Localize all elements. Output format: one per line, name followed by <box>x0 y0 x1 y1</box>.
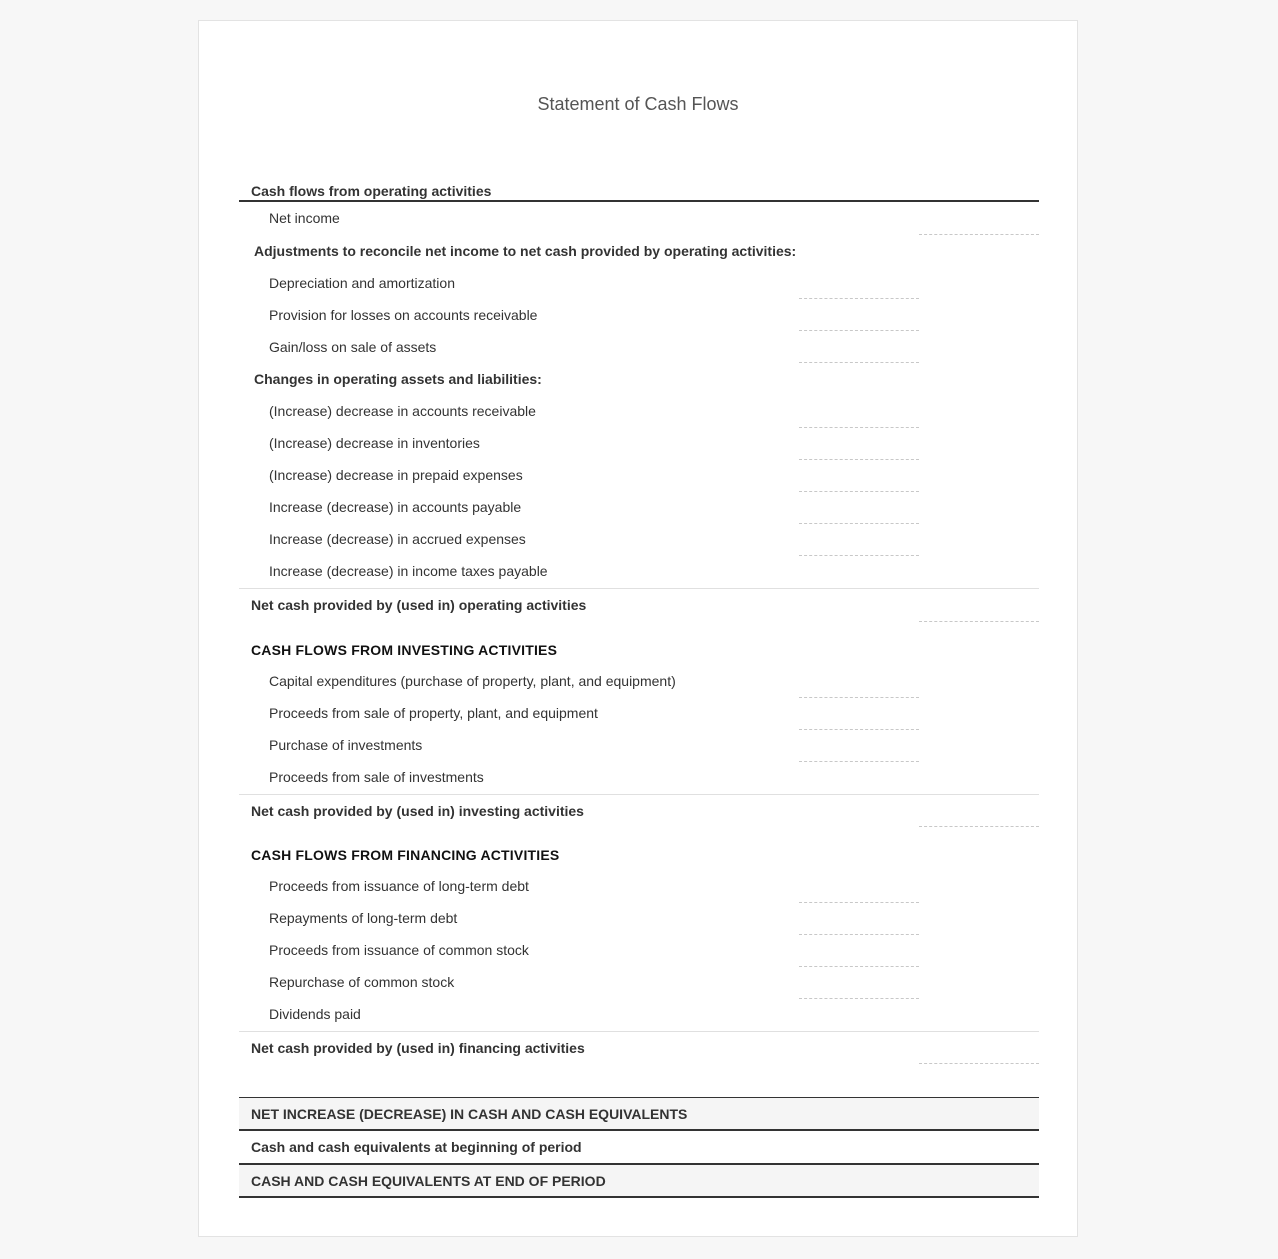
financing-item-label: Repayments of long-term debt <box>269 910 458 926</box>
adjustment-label: Gain/loss on sale of assets <box>269 339 437 355</box>
investing-total-label: Net cash provided by (used in) investing activities <box>251 803 584 819</box>
list-item <box>239 492 1039 524</box>
investing-item-label: Purchase of investments <box>269 737 423 753</box>
list-item <box>239 666 1039 698</box>
operating-total-row <box>239 588 1039 622</box>
list-item <box>239 460 1039 492</box>
beginning-cash-row <box>239 1131 1039 1165</box>
amount-field[interactable] <box>799 362 919 363</box>
change-label: Increase (decrease) in accounts payable <box>269 499 522 515</box>
financing-item-label: Dividends paid <box>269 1006 361 1022</box>
list-item <box>239 332 1039 364</box>
list-item <box>239 730 1039 762</box>
list-item <box>239 999 1039 1031</box>
adjustments-header: Adjustments to reconcile net income to net cash provided by operating activities: <box>254 243 797 259</box>
list-item <box>239 698 1039 730</box>
net-income-label: Net income <box>269 210 340 226</box>
list-item <box>239 556 1039 588</box>
net-income-row <box>239 203 1039 235</box>
beginning-cash-label: Cash and cash equivalents at beginning of period <box>251 1139 582 1155</box>
financing-total-amount-field[interactable] <box>919 1063 1039 1064</box>
list-item <box>239 762 1039 794</box>
net-income-amount-field[interactable] <box>919 234 1039 235</box>
change-label: Increase (decrease) in income taxes payable <box>269 563 548 579</box>
investing-header: CASH FLOWS FROM INVESTING ACTIVITIES <box>251 642 558 658</box>
financing-item-label: Repurchase of common stock <box>269 974 455 990</box>
amount-field[interactable] <box>799 330 919 331</box>
investing-total-amount-field[interactable] <box>919 826 1039 827</box>
change-label: (Increase) decrease in prepaid expenses <box>269 467 523 483</box>
financing-total-label: Net cash provided by (used in) financing activities <box>251 1040 585 1056</box>
operating-total-amount-field[interactable] <box>919 621 1039 622</box>
list-item <box>239 396 1039 428</box>
changes-header: Changes in operating assets and liabilities: <box>254 371 542 387</box>
investing-total-row <box>239 794 1039 828</box>
ending-cash-row <box>239 1164 1039 1198</box>
list-item <box>239 935 1039 967</box>
investing-item-label: Proceeds from sale of property, plant, and equipment <box>269 705 598 721</box>
list-item <box>239 967 1039 999</box>
list-item <box>239 903 1039 935</box>
change-label: Increase (decrease) in accrued expenses <box>269 531 526 547</box>
list-item <box>239 871 1039 903</box>
financing-item-label: Proceeds from issuance of long-term debt <box>269 878 529 894</box>
page-title: Statement of Cash Flows <box>537 94 739 114</box>
adjustment-label: Depreciation and amortization <box>269 275 455 291</box>
financing-header: CASH FLOWS FROM FINANCING ACTIVITIES <box>251 847 560 863</box>
adjustment-label: Provision for losses on accounts receivable <box>269 307 538 323</box>
financing-header-row <box>239 839 1039 871</box>
investing-item-label: Proceeds from sale of investments <box>269 769 484 785</box>
financing-total-row <box>239 1031 1039 1065</box>
document-page <box>198 20 1078 1237</box>
list-item <box>239 428 1039 460</box>
list-item <box>239 524 1039 556</box>
adjustments-header-row <box>239 236 1039 268</box>
investing-header-row <box>239 634 1039 666</box>
operating-total-label: Net cash provided by (used in) operating activities <box>251 597 587 613</box>
operating-header: Cash flows from operating activities <box>251 183 492 199</box>
change-label: (Increase) decrease in accounts receivable <box>269 403 536 419</box>
changes-header-row <box>239 364 1039 396</box>
list-item <box>239 268 1039 300</box>
amount-field[interactable] <box>799 298 919 299</box>
change-label: (Increase) decrease in inventories <box>269 435 480 451</box>
investing-item-label: Capital expenditures (purchase of property, plant, and equipment) <box>269 673 676 689</box>
ending-cash-label: CASH AND CASH EQUIVALENTS AT END OF PERIOD <box>251 1173 606 1189</box>
operating-header-row <box>239 170 1039 202</box>
net-increase-row <box>239 1097 1039 1131</box>
financing-item-label: Proceeds from issuance of common stock <box>269 942 529 958</box>
net-increase-label: NET INCREASE (DECREASE) IN CASH AND CASH EQUIVALENTS <box>251 1106 688 1122</box>
list-item <box>239 300 1039 332</box>
